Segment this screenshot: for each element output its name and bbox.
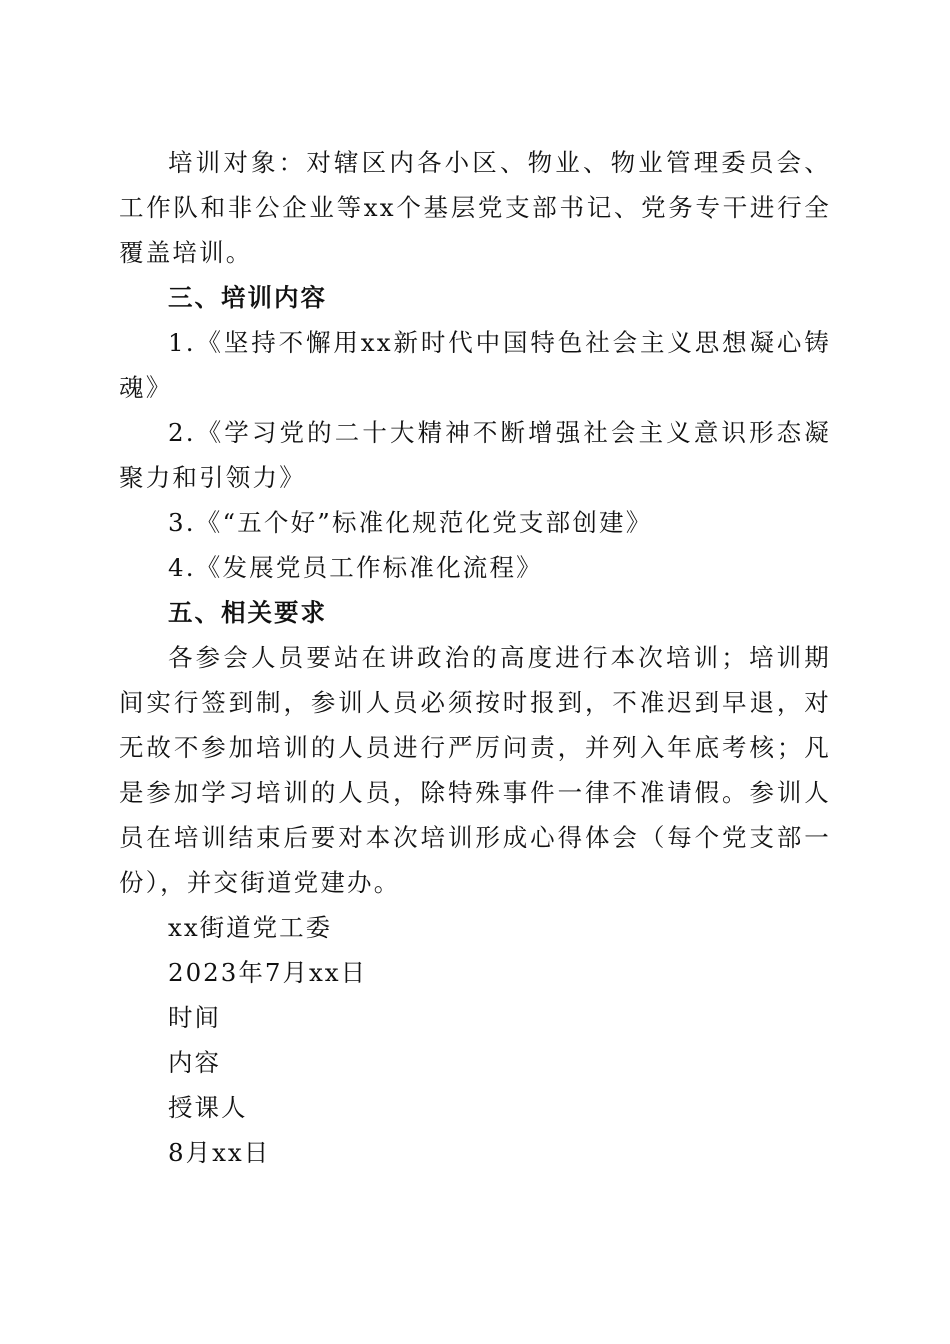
content-item: 1.《坚持不懈用xx新时代中国特色社会主义思想凝心铸魂》 (119, 328, 831, 402)
content-item: 4.《发展党员工作标准化流程》 (168, 553, 543, 582)
section-five-heading: 五、相关要求 (168, 598, 327, 627)
table-row-date: 8月xx日 (168, 1138, 271, 1167)
table-header-lecturer: 授课人 (168, 1093, 248, 1122)
training-target-paragraph: 培训对象：对辖区内各小区、物业、物业管理委员会、工作队和非公企业等xx个基层党支部书记、党务专干进行全覆盖培训。 (119, 148, 831, 267)
table-header-time: 时间 (168, 1003, 221, 1032)
section-three-heading: 三、培训内容 (168, 283, 327, 312)
content-item: 2.《学习党的二十大精神不断增强社会主义意识形态凝聚力和引领力》 (119, 418, 831, 492)
signature-date: 2023年7月xx日 (168, 958, 368, 987)
table-header-content: 内容 (168, 1048, 221, 1077)
signature-organization: xx街道党工委 (168, 913, 333, 942)
requirements-paragraph: 各参会人员要站在讲政治的高度进行本次培训；培训期间实行签到制，参训人员必须按时报到，不准迟到早退，对无故不参加培训的人员进行严厉问责，并列入年底考核；凡是参加学习培训的人员，除特殊事件一律不准请假。参训人员在培训结束后要对本次培训形成心得体会（每个党支部一份），并交街道党建办。 (119, 643, 831, 897)
content-item: 3.《“五个好”标准化规范化党支部创建》 (168, 508, 653, 537)
document-body (119, 140, 831, 1175)
